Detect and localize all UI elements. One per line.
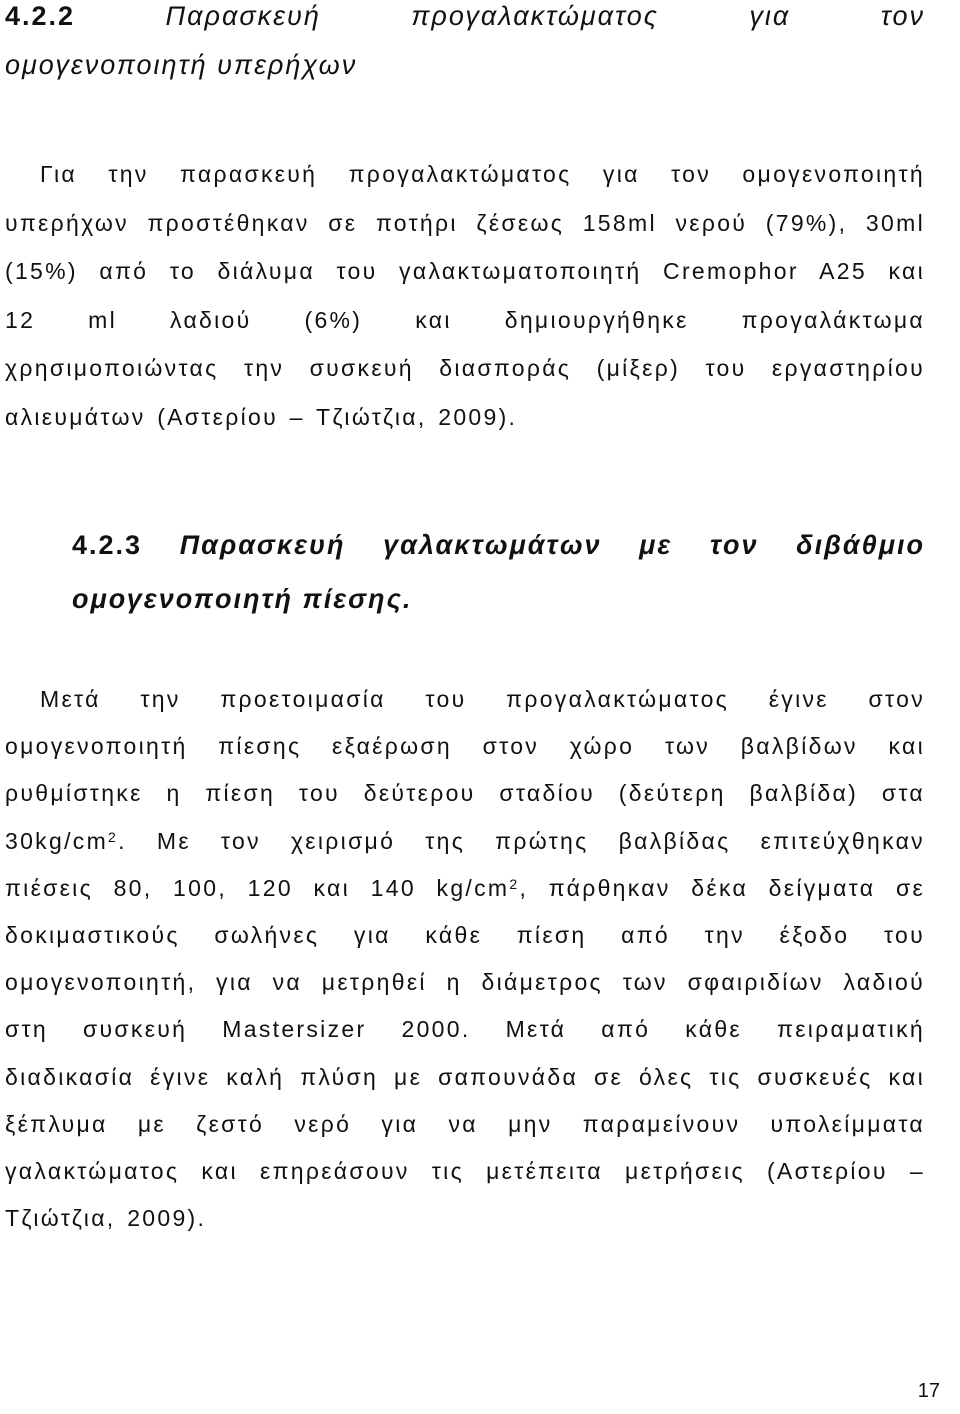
paragraph-line: χρησιμοποιώντας την συσκευή διασποράς (μίξερ) του εργαστηρίου [5,355,925,381]
paragraph-line: ομογενοποιητή πίεσης εξαέρωση στον χώρο των βαλβίδων και [5,733,925,760]
paragraph-line: δοκιμαστικούς σωλήνες για κάθε πίεση από την έξοδο του [5,922,925,949]
paragraph-line: ρυθμίστηκε η πίεση του δεύτερου σταδίου (δεύτερη βαλβίδα) στα [5,780,925,807]
paragraph-1 [5,150,925,441]
paragraph-line: Για την παρασκευή προγαλακτώματος για τον ομογενοποιητή [40,161,925,187]
paragraph-line: ομογενοποιητή, για να μετρηθεί η διάμετρος των σφαιριδίων λαδιού [5,969,925,996]
section-number: 4.2.2 [5,1,76,31]
paragraph-line: Μετά την προετοιμασία του προγαλακτώματος έγινε στον [40,686,925,712]
paragraph-line: Τζιώτζια, 2009). [5,1205,207,1232]
paragraph-line: πιέσεις 80, 100, 120 και 140 $kg/cm^2$, πάρθηκαν δέκα δείγματα σε [5,874,925,901]
section-title-line2: ομογενοποιητή υπερήχων [5,50,358,80]
section-title-line2: ομογενοποιητή πίεσης. [72,584,413,614]
superscript: 2 [509,875,520,892]
paragraph-line: γαλακτώματος και επηρεάσουν τις μετέπειτα μετρήσεις (Αστερίου – [5,1158,925,1185]
section-heading-4-2-2 [5,0,925,90]
paragraph-line: (15%) από το διάλυμα του γαλακτωματοποιητή Cremophor A25 και [5,258,925,284]
paragraph-line: υπερήχων προστέθηκαν σε ποτήρι ζέσεως 158ml νερού (79%), 30ml [5,209,925,236]
paragraph-2 [5,676,925,1242]
section-heading-4-2-3 [72,518,925,626]
paragraph-line: στη συσκευή Mastersizer 2000. Μετά από κάθε πειραματική [5,1016,925,1043]
paragraph-line: ξέπλυμα με ζεστό νερό για να μην παραμείνουν υπολείμματα [5,1110,925,1137]
paragraph-line: $30kg/cm^2$. Με τον χειρισμό της πρώτης βαλβίδας επιτεύχθηκαν [5,827,925,854]
paragraph-line: διαδικασία έγινε καλή πλύση με σαπουνάδα σε όλες τις συσκευές και [5,1063,925,1090]
page-number: 17 [917,1380,940,1402]
superscript: 2 [108,828,119,845]
paragraph-line: 12 ml λαδιού (6%) και δημιουργήθηκε προγαλάκτωμα [5,306,925,333]
section-title-line1: Παρασκευή προγαλακτώματος για τον [165,1,925,31]
section-number: 4.2.3 [72,530,143,560]
paragraph-line: αλιευμάτων (Αστερίου – Τζιώτζια, 2009). [5,403,518,430]
section-title-line1: Παρασκευή γαλακτωμάτων με τον διβάθμιο [179,530,925,560]
